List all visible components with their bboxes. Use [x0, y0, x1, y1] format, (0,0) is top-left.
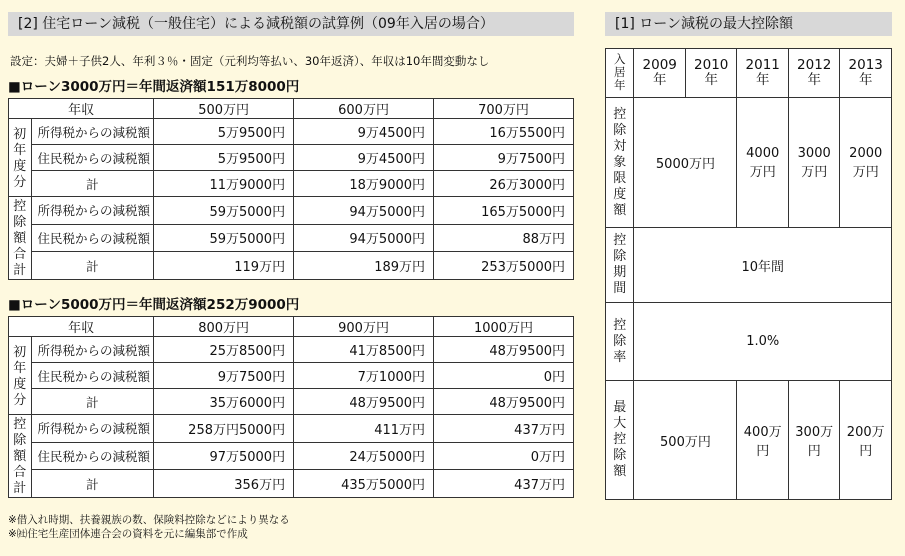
year-col: 2012年 — [788, 49, 840, 98]
group-label: 初年度分 — [9, 119, 32, 197]
row-label: 住民税からの減税額 — [31, 442, 154, 470]
row-label: 控除対象限度額 — [606, 98, 634, 228]
table-cell: 48万9500円 — [434, 389, 574, 415]
table-cell: 437万円 — [434, 415, 574, 443]
table-cell: 94万5000円 — [294, 224, 434, 252]
table-row — [9, 363, 574, 389]
year-header: 入居年 — [606, 49, 634, 98]
table-row — [606, 98, 892, 228]
table-cell: 0万円 — [434, 442, 574, 470]
table-cell: 411万円 — [294, 415, 434, 443]
table-header-row — [9, 99, 574, 119]
income-col-1: 500万円 — [154, 99, 294, 119]
income-header: 年収 — [9, 99, 154, 119]
table-cell: 25万8500円 — [154, 337, 294, 363]
footnote: ※㈳住宅生産団体連合会の資料を元に編集部で作成 — [8, 528, 248, 540]
table-cell: 437万円 — [434, 470, 574, 498]
income-col-2: 600万円 — [294, 99, 434, 119]
table-cell: 435万5000円 — [294, 470, 434, 498]
loan2-table — [8, 316, 574, 498]
loan2-subtitle: ■ローン5000万円＝年間返済額252万9000円 — [8, 297, 300, 313]
table-cell: 165万5000円 — [434, 197, 574, 225]
income-col-1: 800万円 — [154, 317, 294, 337]
table-cell: 59万5000円 — [154, 197, 294, 225]
table-cell: 59万5000円 — [154, 224, 294, 252]
footnote: ※借入れ時期、扶養親族の数、保険料控除などにより異なる — [8, 514, 290, 526]
table-cell: 24万5000円 — [294, 442, 434, 470]
group-label: 控除額合計 — [9, 197, 32, 280]
row-label: 所得税からの減税額 — [31, 119, 154, 145]
income-col-3: 1000万円 — [434, 317, 574, 337]
table-cell: 5000万円 — [634, 98, 737, 228]
max-deduction-table — [605, 48, 892, 500]
table-cell: 41万8500円 — [294, 337, 434, 363]
row-label: 住民税からの減税額 — [31, 363, 154, 389]
group-label: 初年度分 — [9, 337, 32, 415]
row-label: 所得税からの減税額 — [31, 415, 154, 443]
table-row — [9, 252, 574, 280]
table-cell: 500万円 — [634, 381, 737, 500]
setting-text: 設定：夫婦＋子供2人、年利３％・固定（元利均等払い、30年返済）、年収は10年間変動なし — [10, 54, 490, 68]
table-cell: 11万9000円 — [154, 171, 294, 197]
table-cell: 9万4500円 — [294, 119, 434, 145]
loan1-subtitle: ■ローン3000万円＝年間返済額151万8000円 — [8, 79, 300, 95]
year-col: 2009年 — [634, 49, 686, 98]
row-label: 最大控除額 — [606, 381, 634, 500]
table-cell: 5万9500円 — [154, 119, 294, 145]
table-row — [9, 119, 574, 145]
table-cell: 3000万円 — [788, 98, 840, 228]
year-col: 2010年 — [685, 49, 737, 98]
table-header-row — [606, 49, 892, 98]
table-row — [606, 228, 892, 303]
income-col-3: 700万円 — [434, 99, 574, 119]
table-cell: 0円 — [434, 363, 574, 389]
table-cell: 253万5000円 — [434, 252, 574, 280]
table-cell: 5万9500円 — [154, 145, 294, 171]
table-cell: 18万9000円 — [294, 171, 434, 197]
table-cell: 1.0% — [634, 303, 892, 381]
table-cell: 356万円 — [154, 470, 294, 498]
table-cell: 258万円5000円 — [154, 415, 294, 443]
table-header-row — [9, 317, 574, 337]
row-label: 計 — [31, 252, 154, 280]
table-row — [9, 415, 574, 443]
table-cell: 2000万円 — [840, 98, 892, 228]
table-row — [606, 303, 892, 381]
table-cell: 10年間 — [634, 228, 892, 303]
row-label: 住民税からの減税額 — [31, 145, 154, 171]
table-row — [9, 442, 574, 470]
year-col: 2013年 — [840, 49, 892, 98]
table-row — [9, 389, 574, 415]
row-label: 計 — [31, 171, 154, 197]
table-cell: 9万7500円 — [434, 145, 574, 171]
table-cell: 97万5000円 — [154, 442, 294, 470]
group-label: 控除額合計 — [9, 415, 32, 498]
table-cell: 4000万円 — [737, 98, 789, 228]
table-cell: 400万円 — [737, 381, 789, 500]
table-cell: 88万円 — [434, 224, 574, 252]
income-col-2: 900万円 — [294, 317, 434, 337]
row-label: 所得税からの減税額 — [31, 337, 154, 363]
table-cell: 48万9500円 — [434, 337, 574, 363]
table-row — [606, 381, 892, 500]
row-label: 所得税からの減税額 — [31, 197, 154, 225]
table-cell: 16万5500円 — [434, 119, 574, 145]
table-row — [9, 171, 574, 197]
table-cell: 189万円 — [294, 252, 434, 280]
loan1-table — [8, 98, 574, 280]
table-cell: 119万円 — [154, 252, 294, 280]
table-cell: 9万7500円 — [154, 363, 294, 389]
table-cell: 200万円 — [840, 381, 892, 500]
table-row — [9, 145, 574, 171]
right-panel-title: [1] ローン減税の最大控除額 — [605, 12, 892, 36]
table-row — [9, 470, 574, 498]
table-cell: 7万1000円 — [294, 363, 434, 389]
table-cell: 26万3000円 — [434, 171, 574, 197]
left-panel-title: [2] 住宅ローン減税（一般住宅）による減税額の試算例（09年入居の場合） — [8, 12, 574, 36]
row-label: 控除期間 — [606, 228, 634, 303]
table-cell: 9万4500円 — [294, 145, 434, 171]
row-label: 控除率 — [606, 303, 634, 381]
year-col: 2011年 — [737, 49, 789, 98]
row-label: 計 — [31, 389, 154, 415]
table-cell: 35万6000円 — [154, 389, 294, 415]
income-header: 年収 — [9, 317, 154, 337]
table-row — [9, 224, 574, 252]
table-row — [9, 337, 574, 363]
row-label: 住民税からの減税額 — [31, 224, 154, 252]
table-cell: 48万9500円 — [294, 389, 434, 415]
row-label: 計 — [31, 470, 154, 498]
table-row — [9, 197, 574, 225]
table-cell: 300万円 — [788, 381, 840, 500]
table-cell: 94万5000円 — [294, 197, 434, 225]
